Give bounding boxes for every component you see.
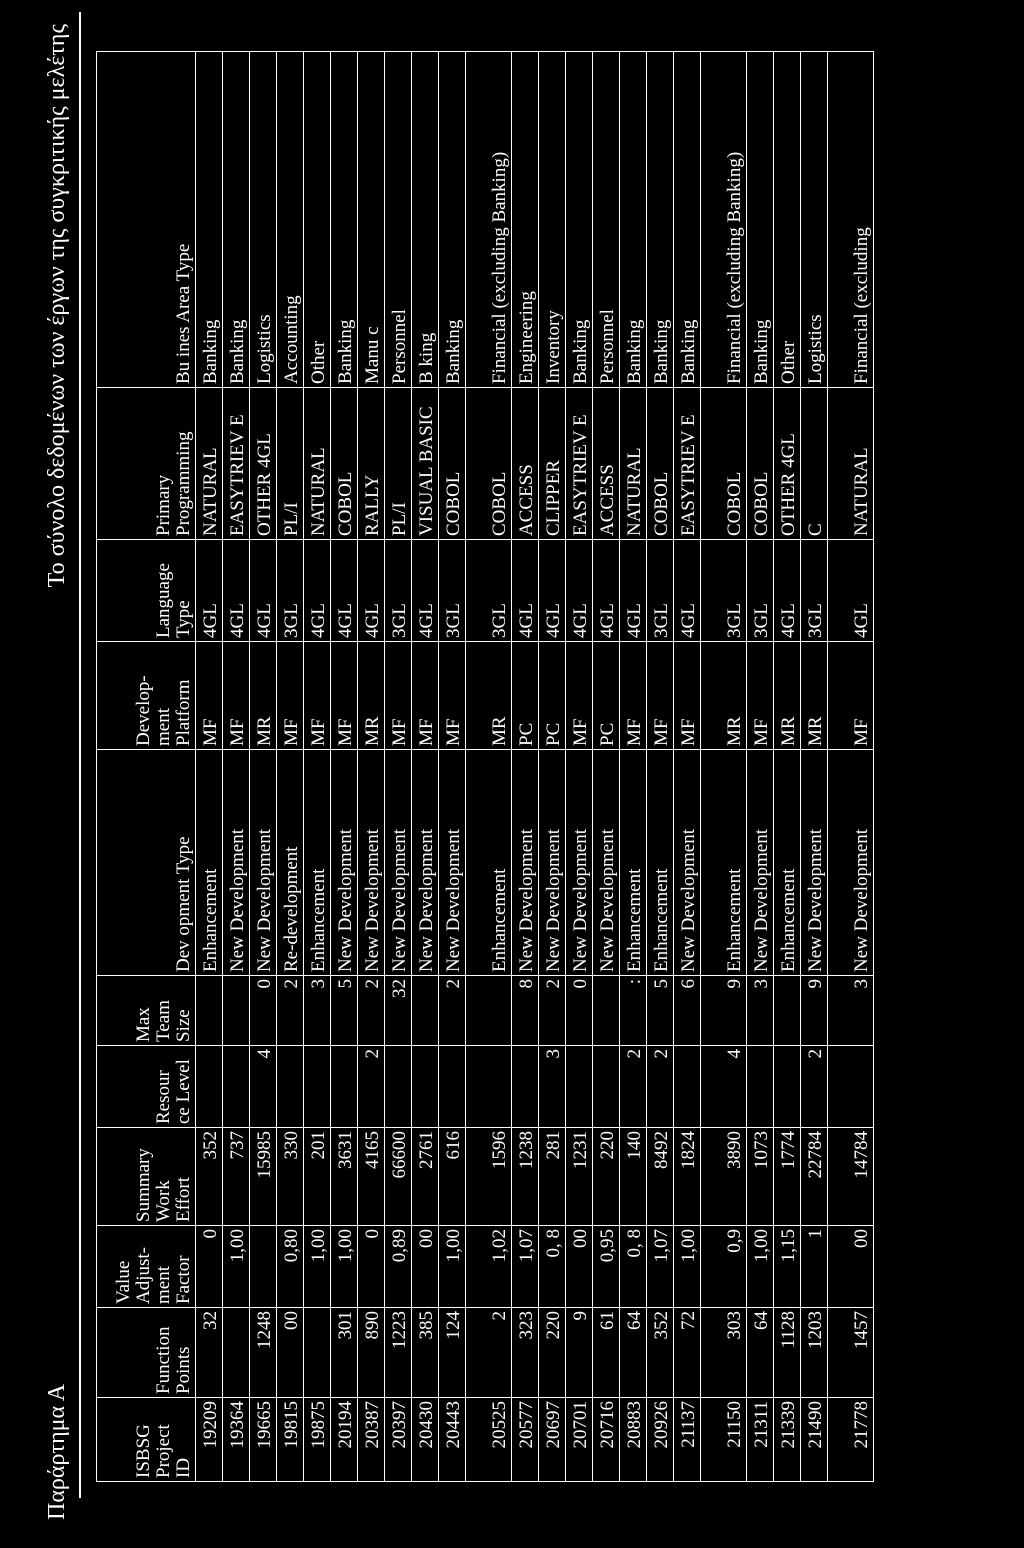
- table-cell: New Development: [223, 750, 250, 976]
- table-cell: MF: [566, 642, 593, 750]
- table-cell: [674, 1046, 701, 1128]
- table-row: [801, 52, 828, 1482]
- table-cell: PL/I: [277, 388, 304, 540]
- table-cell: 3GL: [277, 540, 304, 642]
- table-cell: 20525: [466, 1398, 512, 1482]
- table-cell: New Development: [358, 750, 385, 976]
- column-header: Resour ce Level: [97, 1046, 196, 1128]
- table-cell: 303: [701, 1308, 747, 1398]
- table-cell: 4GL: [828, 540, 874, 642]
- table-cell: New Development: [593, 750, 620, 976]
- table-cell: 201: [304, 1128, 331, 1226]
- table-row: [223, 52, 250, 1482]
- table-cell: PC: [593, 642, 620, 750]
- table-cell: 323: [512, 1308, 539, 1398]
- table-cell: 4GL: [566, 540, 593, 642]
- table-cell: MR: [801, 642, 828, 750]
- table-cell: PC: [539, 642, 566, 750]
- table-cell: 0: [566, 976, 593, 1046]
- table-row: [304, 52, 331, 1482]
- table-cell: 8492: [647, 1128, 674, 1226]
- table-row: [512, 52, 539, 1482]
- table-cell: PL/I: [385, 388, 412, 540]
- table-cell: 3: [539, 1046, 566, 1128]
- table-cell: 2: [466, 1308, 512, 1398]
- table-cell: Enhancement: [620, 750, 647, 976]
- table-cell: 20716: [593, 1398, 620, 1482]
- table-cell: 20926: [647, 1398, 674, 1482]
- table-cell: 0, 8: [539, 1226, 566, 1308]
- table-cell: New Development: [539, 750, 566, 976]
- table-cell: 72: [674, 1308, 701, 1398]
- table-cell: 00: [566, 1226, 593, 1308]
- table-cell: 15985: [250, 1128, 277, 1226]
- table-cell: MR: [466, 642, 512, 750]
- table-cell: New Development: [385, 750, 412, 976]
- table-cell: [250, 1226, 277, 1308]
- table-cell: 3: [828, 976, 874, 1046]
- table-cell: [593, 976, 620, 1046]
- table-cell: VISUAL BASIC: [412, 388, 439, 540]
- table-cell: 20387: [358, 1398, 385, 1482]
- table-cell: 22784: [801, 1128, 828, 1226]
- table-cell: 21137: [674, 1398, 701, 1482]
- table-cell: 1: [801, 1226, 828, 1308]
- table-cell: EASYTRIEV E: [566, 388, 593, 540]
- table-cell: 00: [412, 1226, 439, 1308]
- table-cell: 1,00: [304, 1226, 331, 1308]
- table-cell: MF: [747, 642, 774, 750]
- table-cell: 20194: [331, 1398, 358, 1482]
- table-cell: MF: [277, 642, 304, 750]
- table-cell: New Development: [412, 750, 439, 976]
- table-cell: 140: [620, 1128, 647, 1226]
- table-cell: Banking: [747, 52, 774, 388]
- table-cell: 2: [620, 1046, 647, 1128]
- column-header: ISBSG Project ID: [97, 1398, 196, 1482]
- column-header: Bu ines Area Type: [97, 52, 196, 388]
- table-row: [539, 52, 566, 1482]
- table-cell: COBOL: [701, 388, 747, 540]
- table-cell: MF: [647, 642, 674, 750]
- header-rule: [79, 12, 81, 1498]
- table-cell: 4165: [358, 1128, 385, 1226]
- table-row: [358, 52, 385, 1482]
- table-row: [774, 52, 801, 1482]
- table-cell: 21150: [701, 1398, 747, 1482]
- table-row: [277, 52, 304, 1482]
- table-cell: MF: [304, 642, 331, 750]
- table-cell: MR: [358, 642, 385, 750]
- table-cell: Inventory: [539, 52, 566, 388]
- table-cell: [385, 1046, 412, 1128]
- table-cell: 9: [801, 976, 828, 1046]
- table-header-row: [97, 52, 196, 1482]
- table-cell: 1,15: [774, 1226, 801, 1308]
- table-cell: 0, 8: [620, 1226, 647, 1308]
- table-cell: 301: [331, 1308, 358, 1398]
- table-cell: PC: [512, 642, 539, 750]
- table-cell: 1774: [774, 1128, 801, 1226]
- table-cell: 61: [593, 1308, 620, 1398]
- table-cell: [223, 1308, 250, 1398]
- table-cell: 4: [701, 1046, 747, 1128]
- table-row: [385, 52, 412, 1482]
- table-cell: 1238: [512, 1128, 539, 1226]
- table-cell: [304, 1308, 331, 1398]
- table-cell: 1,00: [223, 1226, 250, 1308]
- table-cell: 14784: [828, 1128, 874, 1226]
- table-cell: NATURAL: [828, 388, 874, 540]
- table-cell: 32: [385, 976, 412, 1046]
- table-cell: 1248: [250, 1308, 277, 1398]
- table-cell: 3890: [701, 1128, 747, 1226]
- table-cell: 2: [358, 976, 385, 1046]
- table-cell: [412, 1046, 439, 1128]
- table-cell: Re-development: [277, 750, 304, 976]
- table-cell: Enhancement: [774, 750, 801, 976]
- table-cell: B king: [412, 52, 439, 388]
- table-cell: 0: [196, 1226, 223, 1308]
- table-row: [196, 52, 223, 1482]
- table-row: [566, 52, 593, 1482]
- table-cell: 4GL: [304, 540, 331, 642]
- table-row: [647, 52, 674, 1482]
- table-cell: 352: [196, 1128, 223, 1226]
- table-cell: 616: [439, 1128, 466, 1226]
- table-cell: [566, 1046, 593, 1128]
- table-cell: 1073: [747, 1128, 774, 1226]
- table-cell: 19665: [250, 1398, 277, 1482]
- projects-table: [96, 51, 874, 1482]
- table-cell: Banking: [196, 52, 223, 388]
- table-cell: [277, 1046, 304, 1128]
- table-cell: [774, 1046, 801, 1128]
- table-cell: Banking: [620, 52, 647, 388]
- table-cell: Financial (excluding Banking): [466, 52, 512, 388]
- table-cell: ACCESS: [593, 388, 620, 540]
- table-row: [620, 52, 647, 1482]
- column-header: Develop-ment Platform: [97, 642, 196, 750]
- table-cell: MF: [223, 642, 250, 750]
- table-cell: 21311: [747, 1398, 774, 1482]
- table-cell: New Development: [566, 750, 593, 976]
- table-cell: 3GL: [701, 540, 747, 642]
- table-row: [331, 52, 358, 1482]
- table-cell: 66600: [385, 1128, 412, 1226]
- table-cell: 1223: [385, 1308, 412, 1398]
- table-cell: CLIPPER: [539, 388, 566, 540]
- table-row: [701, 52, 747, 1482]
- table-cell: 352: [647, 1308, 674, 1398]
- table-cell: 64: [747, 1308, 774, 1398]
- table-cell: Engineering: [512, 52, 539, 388]
- table-cell: 1824: [674, 1128, 701, 1226]
- table-cell: 4GL: [774, 540, 801, 642]
- table-cell: 220: [539, 1308, 566, 1398]
- table-cell: 2: [439, 976, 466, 1046]
- table-cell: MR: [701, 642, 747, 750]
- table-cell: 20443: [439, 1398, 466, 1482]
- table-cell: [512, 1046, 539, 1128]
- table-cell: Other: [304, 52, 331, 388]
- table-cell: 2: [647, 1046, 674, 1128]
- table-cell: 2: [358, 1046, 385, 1128]
- table-cell: COBOL: [439, 388, 466, 540]
- table-cell: 20701: [566, 1398, 593, 1482]
- table-cell: NATURAL: [196, 388, 223, 540]
- table-cell: 19815: [277, 1398, 304, 1482]
- table-cell: Logistics: [801, 52, 828, 388]
- table-cell: [466, 976, 512, 1046]
- table-cell: 3GL: [385, 540, 412, 642]
- table-cell: [747, 1046, 774, 1128]
- table-cell: Logistics: [250, 52, 277, 388]
- table-cell: 4GL: [196, 540, 223, 642]
- column-header: Value Adjust-ment Factor: [97, 1226, 196, 1308]
- table-cell: 3GL: [647, 540, 674, 642]
- table-cell: 3: [747, 976, 774, 1046]
- table-cell: C: [801, 388, 828, 540]
- table-cell: 0: [250, 976, 277, 1046]
- table-cell: 2: [801, 1046, 828, 1128]
- table-cell: MF: [828, 642, 874, 750]
- table-cell: 5: [331, 976, 358, 1046]
- table-cell: Enhancement: [466, 750, 512, 976]
- table-cell: Banking: [647, 52, 674, 388]
- table-cell: Financial (excluding: [828, 52, 874, 388]
- table-cell: RALLY: [358, 388, 385, 540]
- table-cell: 20697: [539, 1398, 566, 1482]
- table-cell: [439, 1046, 466, 1128]
- table-cell: MR: [774, 642, 801, 750]
- table-cell: :: [620, 976, 647, 1046]
- table-cell: 4GL: [223, 540, 250, 642]
- table-cell: 1596: [466, 1128, 512, 1226]
- table-cell: New Development: [674, 750, 701, 976]
- table-cell: 3GL: [466, 540, 512, 642]
- table-cell: Banking: [331, 52, 358, 388]
- table-cell: Manu c: [358, 52, 385, 388]
- table-cell: 21778: [828, 1398, 874, 1482]
- table-row: [412, 52, 439, 1482]
- table-cell: 9: [566, 1308, 593, 1398]
- table-cell: 1203: [801, 1308, 828, 1398]
- table-cell: 20577: [512, 1398, 539, 1482]
- table-cell: MF: [412, 642, 439, 750]
- column-header: Dev opment Type: [97, 750, 196, 976]
- table-cell: EASYTRIEV E: [674, 388, 701, 540]
- table-cell: 1,00: [439, 1226, 466, 1308]
- table-cell: [412, 976, 439, 1046]
- table-cell: 1457: [828, 1308, 874, 1398]
- section-title: Το σύνολο δεδομένων των έργων της συγκριτικής μελέτης: [44, 24, 70, 588]
- table-cell: 4: [250, 1046, 277, 1128]
- column-header: Function Points: [97, 1308, 196, 1398]
- table-cell: New Development: [250, 750, 277, 976]
- table-cell: ACCESS: [512, 388, 539, 540]
- table-row: [593, 52, 620, 1482]
- table-cell: COBOL: [466, 388, 512, 540]
- table-cell: MF: [620, 642, 647, 750]
- table-cell: 1,07: [647, 1226, 674, 1308]
- table-row: [250, 52, 277, 1482]
- table-cell: New Development: [512, 750, 539, 976]
- table-cell: 3GL: [801, 540, 828, 642]
- table-cell: MF: [385, 642, 412, 750]
- table-cell: 8: [512, 976, 539, 1046]
- table-cell: 1,07: [512, 1226, 539, 1308]
- table-cell: New Development: [828, 750, 874, 976]
- table-cell: [223, 976, 250, 1046]
- table-cell: 32: [196, 1308, 223, 1398]
- table-cell: MR: [250, 642, 277, 750]
- table-row: [439, 52, 466, 1482]
- table-cell: 385: [412, 1308, 439, 1398]
- table-cell: Banking: [674, 52, 701, 388]
- table-cell: 2: [277, 976, 304, 1046]
- table-row: [747, 52, 774, 1482]
- table-cell: OTHER 4GL: [250, 388, 277, 540]
- table-row: [466, 52, 512, 1482]
- appendix-header: Παράρτημα Α: [44, 1383, 70, 1520]
- table-row: [828, 52, 874, 1482]
- table-cell: 220: [593, 1128, 620, 1226]
- table-cell: [304, 1046, 331, 1128]
- table-cell: MF: [331, 642, 358, 750]
- table-cell: 19209: [196, 1398, 223, 1482]
- column-header: Max Team Size: [97, 976, 196, 1046]
- table-cell: 21490: [801, 1398, 828, 1482]
- table-cell: 00: [277, 1308, 304, 1398]
- table-cell: 19875: [304, 1398, 331, 1482]
- table-cell: New Development: [439, 750, 466, 976]
- table-cell: Other: [774, 52, 801, 388]
- table-cell: 4GL: [620, 540, 647, 642]
- table-cell: NATURAL: [620, 388, 647, 540]
- table-cell: 00: [828, 1226, 874, 1308]
- table-cell: New Development: [801, 750, 828, 976]
- table-cell: 5: [647, 976, 674, 1046]
- table-cell: [223, 1046, 250, 1128]
- table-cell: MF: [439, 642, 466, 750]
- table-cell: 3GL: [439, 540, 466, 642]
- table-cell: 1128: [774, 1308, 801, 1398]
- table-cell: Enhancement: [701, 750, 747, 976]
- table-cell: 2761: [412, 1128, 439, 1226]
- table-cell: 20397: [385, 1398, 412, 1482]
- table-cell: Banking: [566, 52, 593, 388]
- table-cell: 3GL: [747, 540, 774, 642]
- table-cell: 4GL: [539, 540, 566, 642]
- table-cell: 281: [539, 1128, 566, 1226]
- table-cell: Enhancement: [647, 750, 674, 976]
- table-cell: 20430: [412, 1398, 439, 1482]
- table-cell: New Development: [331, 750, 358, 976]
- table-cell: 64: [620, 1308, 647, 1398]
- table-cell: COBOL: [331, 388, 358, 540]
- table-cell: EASYTRIEV E: [223, 388, 250, 540]
- table-cell: 3631: [331, 1128, 358, 1226]
- table-cell: 0,95: [593, 1226, 620, 1308]
- table-cell: 6: [674, 976, 701, 1046]
- table-cell: Accounting: [277, 52, 304, 388]
- table-cell: 21339: [774, 1398, 801, 1482]
- table-cell: Enhancement: [304, 750, 331, 976]
- table-cell: 0: [358, 1226, 385, 1308]
- table-cell: 1,00: [747, 1226, 774, 1308]
- table-cell: NATURAL: [304, 388, 331, 540]
- table-cell: 20883: [620, 1398, 647, 1482]
- table-cell: 3: [304, 976, 331, 1046]
- table-cell: 1,00: [331, 1226, 358, 1308]
- table-cell: 0,80: [277, 1226, 304, 1308]
- table-cell: 4GL: [674, 540, 701, 642]
- table-cell: 4GL: [412, 540, 439, 642]
- table-cell: 4GL: [593, 540, 620, 642]
- table-cell: 4GL: [512, 540, 539, 642]
- table-cell: New Development: [747, 750, 774, 976]
- table-cell: 4GL: [331, 540, 358, 642]
- table-cell: Financial (excluding Banking): [701, 52, 747, 388]
- table-cell: Personnel: [593, 52, 620, 388]
- table-cell: 124: [439, 1308, 466, 1398]
- table-cell: MF: [674, 642, 701, 750]
- table-cell: [828, 1046, 874, 1128]
- table-cell: COBOL: [647, 388, 674, 540]
- table-cell: 1,02: [466, 1226, 512, 1308]
- table-cell: [774, 976, 801, 1046]
- table-cell: 1231: [566, 1128, 593, 1226]
- table-cell: 0,9: [701, 1226, 747, 1308]
- table-cell: 4GL: [250, 540, 277, 642]
- table-cell: COBOL: [747, 388, 774, 540]
- table-cell: 330: [277, 1128, 304, 1226]
- table-cell: 19364: [223, 1398, 250, 1482]
- table-cell: Banking: [223, 52, 250, 388]
- table-cell: Enhancement: [196, 750, 223, 976]
- table-cell: 0,89: [385, 1226, 412, 1308]
- table-cell: OTHER 4GL: [774, 388, 801, 540]
- table-cell: [593, 1046, 620, 1128]
- table-cell: 9: [701, 976, 747, 1046]
- table-cell: 890: [358, 1308, 385, 1398]
- table-cell: 737: [223, 1128, 250, 1226]
- table-cell: [196, 976, 223, 1046]
- table-cell: 2: [539, 976, 566, 1046]
- table-cell: 4GL: [358, 540, 385, 642]
- table-cell: Personnel: [385, 52, 412, 388]
- column-header: Language Type: [97, 540, 196, 642]
- table-cell: MF: [196, 642, 223, 750]
- table-cell: [196, 1046, 223, 1128]
- table-cell: Banking: [439, 52, 466, 388]
- table-cell: [331, 1046, 358, 1128]
- column-header: Summary Work Effort: [97, 1128, 196, 1226]
- column-header: Primary Programming: [97, 388, 196, 540]
- table-cell: [466, 1046, 512, 1128]
- table-row: [674, 52, 701, 1482]
- table-cell: 1,00: [674, 1226, 701, 1308]
